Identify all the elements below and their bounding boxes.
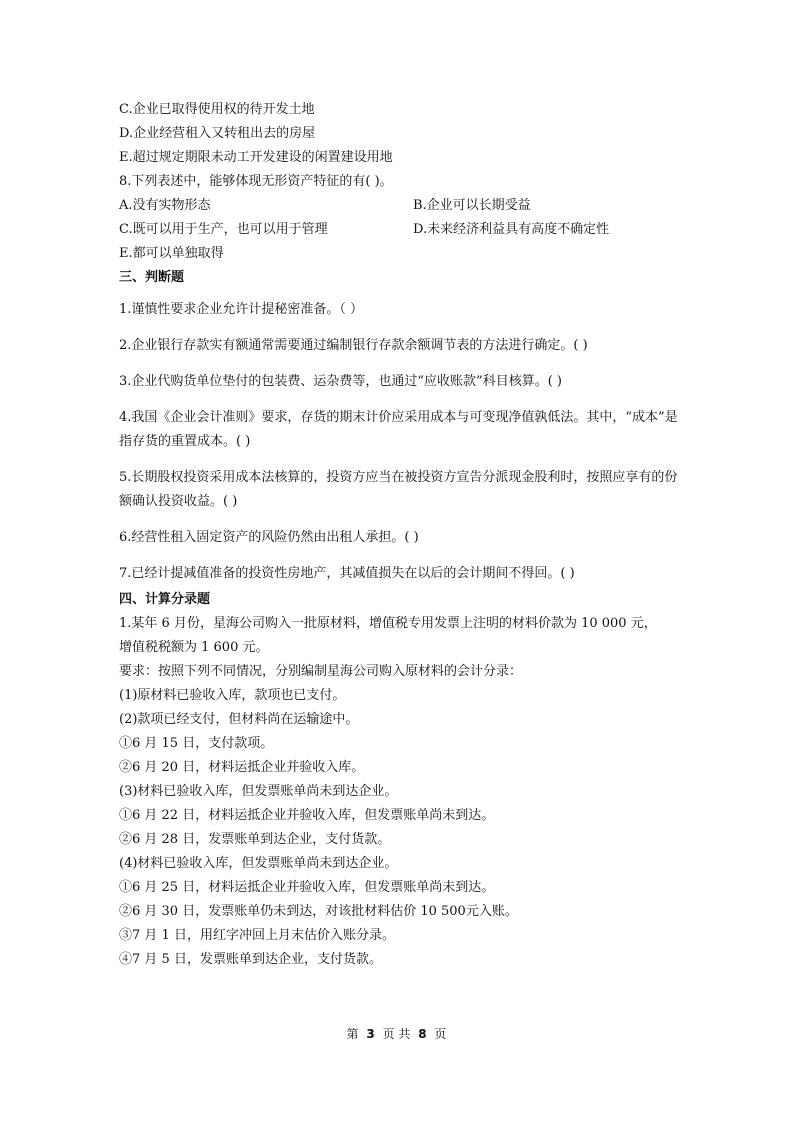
footer-mid: 页 共 [382, 1027, 411, 1041]
judge-item-5: 5.长期股权投资采用成本法核算的，投资方应当在被投资方宣告分派现金股利时，按照应享有的份额确认投资收益。( ) [119, 470, 678, 509]
calc-line: (1)原材料已验收入库，款项也已支付。 [119, 688, 346, 703]
question-8-options-row-1 [119, 194, 679, 218]
section-3-heading: 三、判断题 [119, 270, 185, 285]
option-d: D.企业经营租入又转租出去的房屋 [119, 126, 316, 141]
calc-line: 增值税税额为 1 600 元。 [119, 640, 269, 655]
calc-line: (4)材料已验收入库，但发票账单尚未到达企业。 [119, 856, 398, 871]
calc-line: ④7 月 5 日，发票账单到达企业，支付货款。 [119, 952, 382, 967]
judge-item-1: 1.谨慎性要求企业允许计提秘密准备。（ ） [119, 302, 364, 317]
footer-total-pages: 8 [418, 1027, 427, 1041]
page-footer [0, 1025, 793, 1042]
calc-line: ①6 月 22 日，材料运抵企业并验收入库，但发票账单尚未到达。 [119, 808, 495, 823]
document-page [119, 98, 679, 972]
q8-option-b: B.企业可以长期受益 [413, 198, 531, 213]
calc-line: ②6 月 28 日，发票账单到达企业，支付货款。 [119, 832, 391, 847]
judge-item-7: 7.已经计提减值准备的投资性房地产，其减值损失在以后的会计期间不得回。( ) [119, 566, 575, 581]
question-8-stem: 8.下列表述中，能够体现无形资产特征的有( )。 [119, 174, 393, 189]
calc-line: ③7 月 1 日，用红字冲回上月末估价入账分录。 [119, 928, 395, 943]
judge-item-3: 3.企业代购货单位垫付的包装费、运杂费等，也通过“应收账款”科目核算。( ) [119, 374, 562, 389]
question-8-options-row-2 [119, 218, 679, 242]
calc-line: ②6 月 20 日，材料运抵企业并验收入库。 [119, 760, 365, 775]
q8-option-d: D.未来经济利益具有高度不确定性 [413, 222, 610, 237]
calc-line: (2)款项已经支付，但材料尚在运输途中。 [119, 712, 359, 727]
calc-line: (3)材料已验收入库，但发票账单尚未到达企业。 [119, 784, 398, 799]
footer-suffix: 页 [434, 1027, 447, 1041]
calc-line: ②6 月 30 日，发票账单仍未到达，对该批材料估价 10 500元入账。 [119, 904, 518, 919]
calc-line: ①6 月 25 日，材料运抵企业并验收入库，但发票账单尚未到达。 [119, 880, 495, 895]
footer-current-page: 3 [366, 1027, 375, 1041]
footer-prefix: 第 [346, 1027, 359, 1041]
q8-option-c: C.既可以用于生产，也可以用于管理 [119, 222, 328, 237]
judge-item-6: 6.经营性租入固定资产的风险仍然由出租人承担。( ) [119, 530, 419, 545]
option-e: E.超过规定期限未动工开发建设的闲置建设用地 [119, 150, 393, 165]
calc-line: 1.某年 6 月份，星海公司购入一批原材料，增值税专用发票上注明的材料价款为 10 000 元， [119, 616, 657, 631]
section-4-heading: 四、计算分录题 [119, 592, 211, 607]
q8-option-e: E.都可以单独取得 [119, 246, 224, 261]
judge-item-4: 4.我国《企业会计准则》要求，存货的期末计价应采用成本与可变现净值孰低法。其中，“成本”是指存货的重置成本。( ) [119, 410, 678, 449]
judge-item-2: 2.企业银行存款实有额通常需要通过编制银行存款余额调节表的方法进行确定。( ) [119, 338, 588, 353]
option-c: C.企业已取得使用权的待开发土地 [119, 102, 315, 117]
calc-line: 要求：按照下列不同情况，分别编制星海公司购入原材料的会计分录： [119, 664, 523, 679]
calc-line: ①6 月 15 日，支付款项。 [119, 736, 274, 751]
q8-option-a: A.没有实物形态 [119, 198, 211, 213]
